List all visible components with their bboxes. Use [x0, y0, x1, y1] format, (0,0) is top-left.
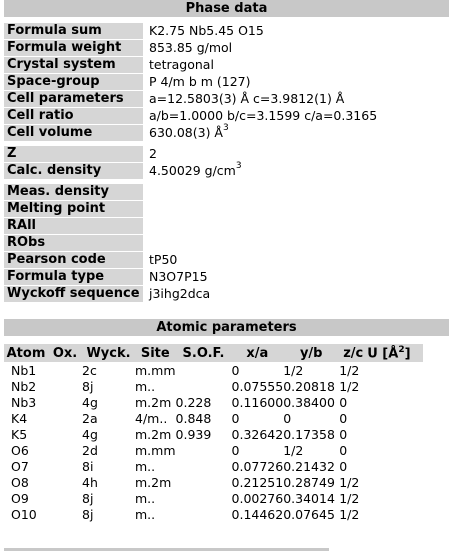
atom-cell-x: 0.07726	[231, 458, 284, 474]
atom-cell-u	[367, 394, 423, 410]
phase-row-value	[149, 74, 251, 90]
atom-cell-sof	[176, 474, 232, 490]
atom-cell-x: 0.07555	[231, 378, 284, 394]
atom-cell-z: 0	[339, 410, 348, 426]
atom-cell-z: 0	[339, 426, 348, 442]
atom-cell-u	[367, 378, 423, 394]
atom-cell-z: 1/2	[339, 362, 360, 378]
atom-cell-wyck: 8i	[82, 458, 94, 474]
phase-row-value	[149, 252, 177, 268]
phase-row-value-text: tetragonal	[149, 57, 214, 72]
atom-cell-u	[367, 442, 423, 458]
atomic-header-row	[4, 344, 423, 362]
atom-cell-z: 1/2	[339, 474, 360, 490]
atom-cell-site: m.2m	[135, 426, 172, 442]
atom-cell-sof: 0.939	[175, 426, 212, 442]
phase-data-header: Phase data	[4, 0, 449, 17]
atom-cell-sof	[176, 458, 232, 474]
atom-row	[4, 506, 423, 522]
phase-row-value	[149, 286, 210, 302]
phase-row-label: Pearson code	[4, 252, 143, 268]
atom-cell-sof	[176, 362, 232, 378]
atom-cell-y: 0.07645	[283, 506, 335, 522]
phase-row-value-text: a/b=1.0000 b/c=3.1599 c/a=0.3165	[149, 108, 378, 123]
phase-row-value-text: 4.50029 g/cm	[149, 163, 236, 178]
atom-cell-x: 0.32642	[231, 426, 284, 442]
phase-row-label: Formula type	[4, 269, 143, 285]
atom-cell-u	[367, 506, 423, 522]
phase-row-value-text: 2	[149, 146, 157, 161]
atom-cell-sof	[176, 442, 232, 458]
atom-cell-site: m..	[135, 490, 156, 506]
atom-row	[4, 490, 423, 506]
atom-cell-ox	[48, 442, 82, 458]
phase-row-value-text: tP50	[149, 252, 178, 267]
atomic-parameters-header: Atomic parameters	[4, 319, 449, 336]
col-site: Site	[135, 344, 176, 362]
atom-cell-u	[367, 362, 423, 378]
phase-row-value-text: P 4/m b m (127)	[149, 74, 251, 89]
phase-row-value-text: K2.75 Nb5.45 O15	[149, 23, 264, 38]
phase-row-value	[149, 57, 214, 73]
atom-cell-z: 1/2	[339, 490, 360, 506]
atom-cell-sof	[176, 490, 232, 506]
phase-row-value	[149, 146, 157, 162]
atom-cell-sof: 0.848	[175, 410, 212, 426]
atom-cell-site: m.2m	[135, 394, 172, 410]
atom-cell-wyck: 8j	[82, 378, 94, 394]
atom-cell-ox	[48, 410, 82, 426]
atom-cell-wyck: 8j	[82, 506, 94, 522]
atom-cell-atom: O6	[11, 442, 29, 458]
atom-cell-x: 0.00276	[231, 490, 284, 506]
atom-cell-x: 0.11600	[231, 394, 284, 410]
phase-row-value-text: N3O7P15	[149, 269, 208, 284]
col-atom: Atom	[4, 344, 48, 362]
col-sof: S.O.F.	[176, 344, 232, 362]
atom-cell-sof	[176, 378, 232, 394]
atom-cell-u	[367, 410, 423, 426]
atom-cell-atom: Nb1	[11, 362, 37, 378]
atom-cell-ox	[48, 474, 82, 490]
atom-cell-sof: 0.228	[175, 394, 212, 410]
atom-cell-u	[367, 458, 423, 474]
atom-cell-sof	[176, 506, 232, 522]
atom-cell-z: 0	[339, 442, 348, 458]
atom-cell-wyck: 4g	[82, 426, 98, 442]
phase-row-value	[149, 108, 377, 124]
col-y: y/b	[283, 344, 339, 362]
bottom-divider	[4, 548, 329, 551]
col-z: z/c	[339, 344, 367, 362]
phase-row-value	[149, 91, 344, 107]
atom-cell-atom: O8	[11, 474, 29, 490]
atom-cell-y: 0.17358	[283, 426, 335, 442]
atom-cell-y: 0.21432	[283, 458, 335, 474]
atom-cell-y: 0.28749	[283, 474, 335, 490]
col-u-label: U [Å	[367, 346, 399, 362]
col-u-sup: 2	[398, 344, 405, 355]
atom-cell-ox	[48, 458, 82, 474]
atom-cell-u	[367, 474, 423, 490]
atom-cell-y: 1/2	[283, 442, 304, 458]
atom-cell-site: m.mm	[135, 442, 176, 458]
atom-cell-ox	[48, 490, 82, 506]
phase-row-value-text: 630.08(3) Å	[149, 125, 223, 140]
atom-row	[4, 394, 423, 410]
phase-row-value	[149, 163, 242, 179]
atom-cell-y: 0.20818	[283, 378, 335, 394]
atom-cell-ox	[48, 378, 82, 394]
atom-cell-site: m..	[135, 378, 156, 394]
phase-row-label: Formula sum	[4, 23, 143, 39]
atom-cell-atom: K5	[11, 426, 28, 442]
atom-cell-wyck: 2c	[82, 362, 97, 378]
phase-row-label: Wyckoff sequence	[4, 286, 143, 302]
atom-row	[4, 442, 423, 458]
phase-row-label: Crystal system	[4, 57, 143, 73]
atom-cell-atom: O10	[11, 506, 37, 522]
phase-row-value-sup: 3	[222, 123, 229, 133]
atom-cell-site: m..	[135, 506, 156, 522]
phase-row-value-text: j3ihg2dca	[149, 286, 211, 301]
atom-cell-x: 0	[231, 410, 240, 426]
atom-row	[4, 410, 423, 426]
atom-cell-atom: Nb2	[11, 378, 37, 394]
atom-cell-atom: Nb3	[11, 394, 37, 410]
phase-row-value-sup: 3	[235, 161, 242, 171]
atom-cell-y: 1/2	[283, 362, 304, 378]
atom-cell-x: 0.14462	[231, 506, 284, 522]
atom-row	[4, 426, 423, 442]
col-u	[367, 344, 423, 362]
col-x: x/a	[232, 344, 284, 362]
phase-row-label: RObs	[4, 235, 143, 251]
phase-row-value	[149, 125, 229, 141]
atom-cell-ox	[48, 394, 82, 410]
atom-cell-atom: K4	[11, 410, 28, 426]
atom-cell-u	[367, 426, 423, 442]
phase-row-value-text: 853.85 g/mol	[149, 40, 233, 55]
atom-cell-wyck: 4g	[82, 394, 98, 410]
atom-cell-x: 0	[231, 362, 240, 378]
atom-cell-atom: O7	[11, 458, 29, 474]
atom-cell-wyck: 8j	[82, 490, 94, 506]
atom-cell-z: 1/2	[339, 506, 360, 522]
atom-row	[4, 378, 423, 394]
col-u-tail: ]	[404, 346, 411, 362]
atom-cell-x: 0.21251	[231, 474, 284, 490]
phase-row-value	[149, 40, 232, 56]
phase-row-label: Cell ratio	[4, 108, 143, 124]
atom-cell-wyck: 4h	[82, 474, 98, 490]
phase-row-value-text: a=12.5803(3) Å c=3.9812(1) Å	[149, 91, 345, 106]
atom-cell-site: m.2m	[135, 474, 172, 490]
phase-row-label: Space-group	[4, 74, 143, 90]
atom-cell-z: 0	[339, 394, 348, 410]
col-wyck: Wyck.	[82, 344, 135, 362]
atom-cell-atom: O9	[11, 490, 29, 506]
phase-row-value	[149, 269, 208, 285]
atom-cell-ox	[48, 362, 82, 378]
phase-row-label: Formula weight	[4, 40, 143, 56]
atom-cell-u	[367, 490, 423, 506]
atom-cell-wyck: 2d	[82, 442, 98, 458]
atom-cell-y: 0.38400	[283, 394, 335, 410]
atom-cell-site: m..	[135, 458, 156, 474]
atom-cell-y: 0.34014	[283, 490, 335, 506]
atom-cell-z: 0	[339, 458, 348, 474]
atomic-parameters-table	[4, 344, 423, 522]
atom-cell-z: 1/2	[339, 378, 360, 394]
atom-cell-ox	[48, 426, 82, 442]
atom-cell-x: 0	[231, 442, 240, 458]
col-ox: Ox.	[48, 344, 82, 362]
phase-row-label: Z	[4, 146, 143, 162]
phase-row-label: Cell parameters	[4, 91, 143, 107]
atom-row	[4, 458, 423, 474]
phase-row-label: RAll	[4, 218, 143, 234]
phase-row-label: Melting point	[4, 201, 143, 217]
phase-row-value	[149, 23, 264, 39]
atom-cell-ox	[48, 506, 82, 522]
phase-row-label: Calc. density	[4, 163, 143, 179]
phase-row-label: Meas. density	[4, 184, 143, 200]
atom-row	[4, 474, 423, 490]
atom-cell-wyck: 2a	[82, 410, 98, 426]
phase-row-label: Cell volume	[4, 125, 143, 141]
atom-cell-site: m.mm	[135, 362, 176, 378]
atom-cell-y: 0	[283, 410, 292, 426]
atom-cell-site: 4/m..	[135, 410, 168, 426]
atom-row	[4, 362, 423, 378]
